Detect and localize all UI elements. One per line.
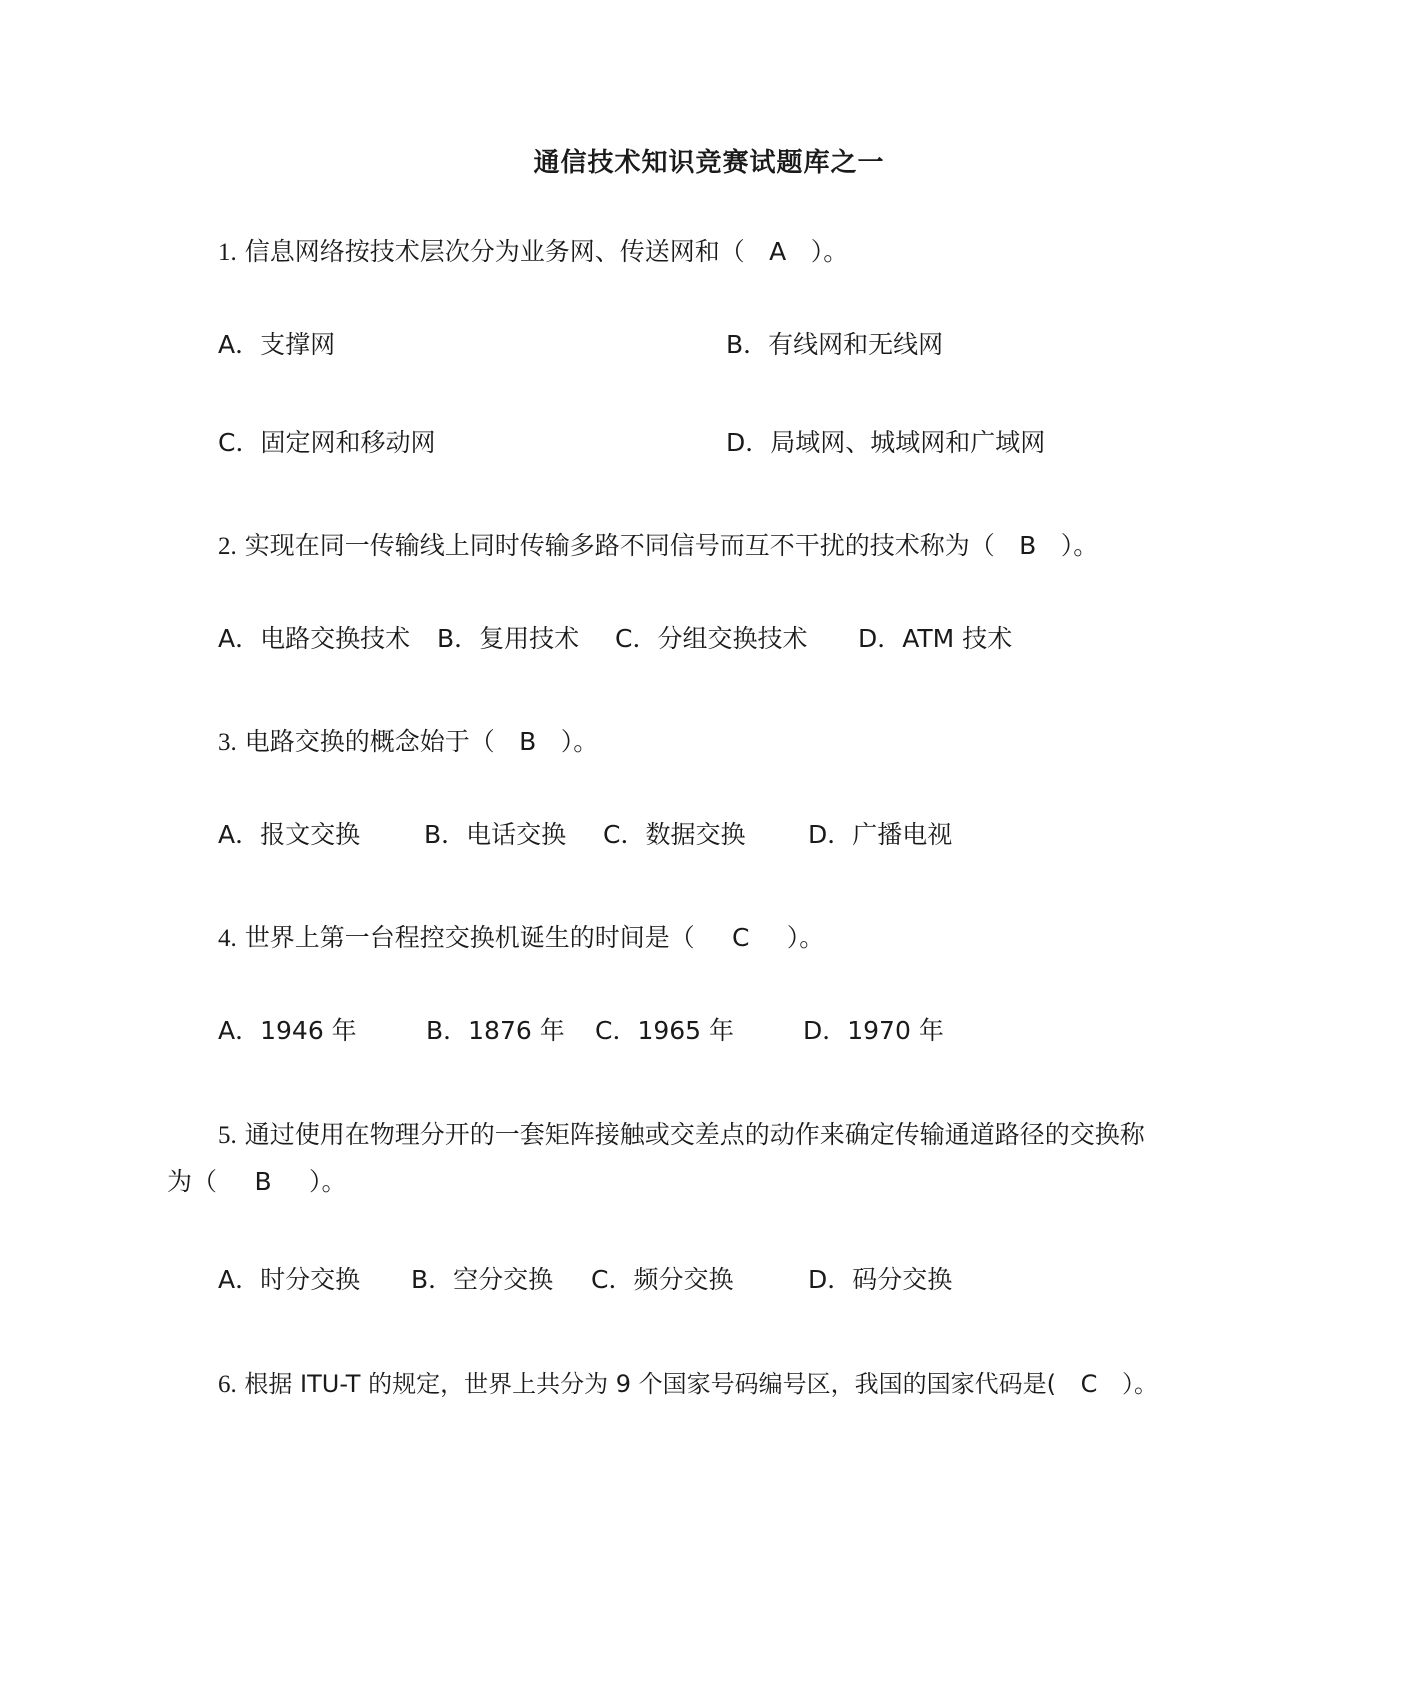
page-title: 通信技术知识竞赛试题库之一	[533, 148, 885, 178]
question-text-end: ）。	[810, 237, 849, 266]
option-d: D．广播电视	[808, 820, 953, 849]
option-b: B．1876 年	[426, 1016, 565, 1045]
question-text-end: ）。	[1060, 531, 1099, 560]
answer: B	[1019, 531, 1037, 560]
option-d: D．局域网、城域网和广域网	[726, 428, 1046, 457]
option-a: A．时分交换	[218, 1265, 361, 1294]
question-text: 世界上第一台程控交换机诞生的时间是（	[244, 923, 695, 952]
option-a: A．报文交换	[218, 820, 361, 849]
question-text: 根据 ITU-T 的规定，世界上共分为 9 个国家号码编号区，我国的国家代码是(	[244, 1370, 1056, 1398]
option-c: C．分组交换技术	[615, 624, 808, 653]
option-c: C．固定网和移动网	[218, 428, 436, 457]
question-4	[218, 922, 824, 955]
question-text-end: ）。	[560, 727, 599, 756]
option-c: C．数据交换	[603, 820, 746, 849]
question-text-end: ）。	[309, 1167, 347, 1196]
option-c: C．频分交换	[591, 1265, 734, 1294]
question-text: 通过使用在物理分开的一套矩阵接触或交差点的动作来确定传输通道路径的交换称	[244, 1120, 1145, 1149]
question-1	[218, 236, 848, 269]
option-b: B．电话交换	[424, 820, 567, 849]
question-2	[218, 530, 1098, 563]
option-a: A．1946 年	[218, 1016, 357, 1045]
question-text-line2: 为（	[167, 1167, 218, 1196]
option-b: B．复用技术	[437, 624, 580, 653]
answer: B	[519, 727, 537, 756]
option-d: D．ATM 技术	[858, 624, 1013, 653]
question-number: 1.	[218, 239, 237, 266]
question-number: 4.	[218, 925, 237, 952]
question-text-end: ）。	[786, 923, 825, 952]
option-a: A．电路交换技术	[218, 624, 411, 653]
question-5-continued	[167, 1166, 347, 1198]
option-d: D．码分交换	[808, 1265, 953, 1294]
question-3	[218, 726, 598, 759]
question-number: 3.	[218, 729, 237, 756]
option-a: A．支撑网	[218, 330, 336, 359]
option-b: B．有线网和无线网	[726, 330, 944, 359]
option-c: C．1965 年	[595, 1016, 735, 1045]
question-number: 2.	[218, 533, 237, 560]
answer: B	[254, 1167, 272, 1196]
option-b: B．空分交换	[411, 1265, 554, 1294]
question-number: 6.	[218, 1371, 237, 1398]
option-d: D．1970 年	[803, 1016, 944, 1045]
answer: C	[1080, 1370, 1098, 1398]
question-text: 实现在同一传输线上同时传输多路不同信号而互不干扰的技术称为（	[244, 531, 995, 560]
question-text: 电路交换的概念始于（	[244, 727, 495, 756]
question-number: 5.	[218, 1122, 237, 1149]
answer: A	[769, 237, 787, 266]
question-text-end: ）。	[1121, 1370, 1158, 1398]
question-6	[218, 1368, 1158, 1401]
question-text: 信息网络按技术层次分为业务网、传送网和（	[244, 237, 745, 266]
question-5	[218, 1119, 1145, 1152]
answer: C	[731, 923, 750, 952]
